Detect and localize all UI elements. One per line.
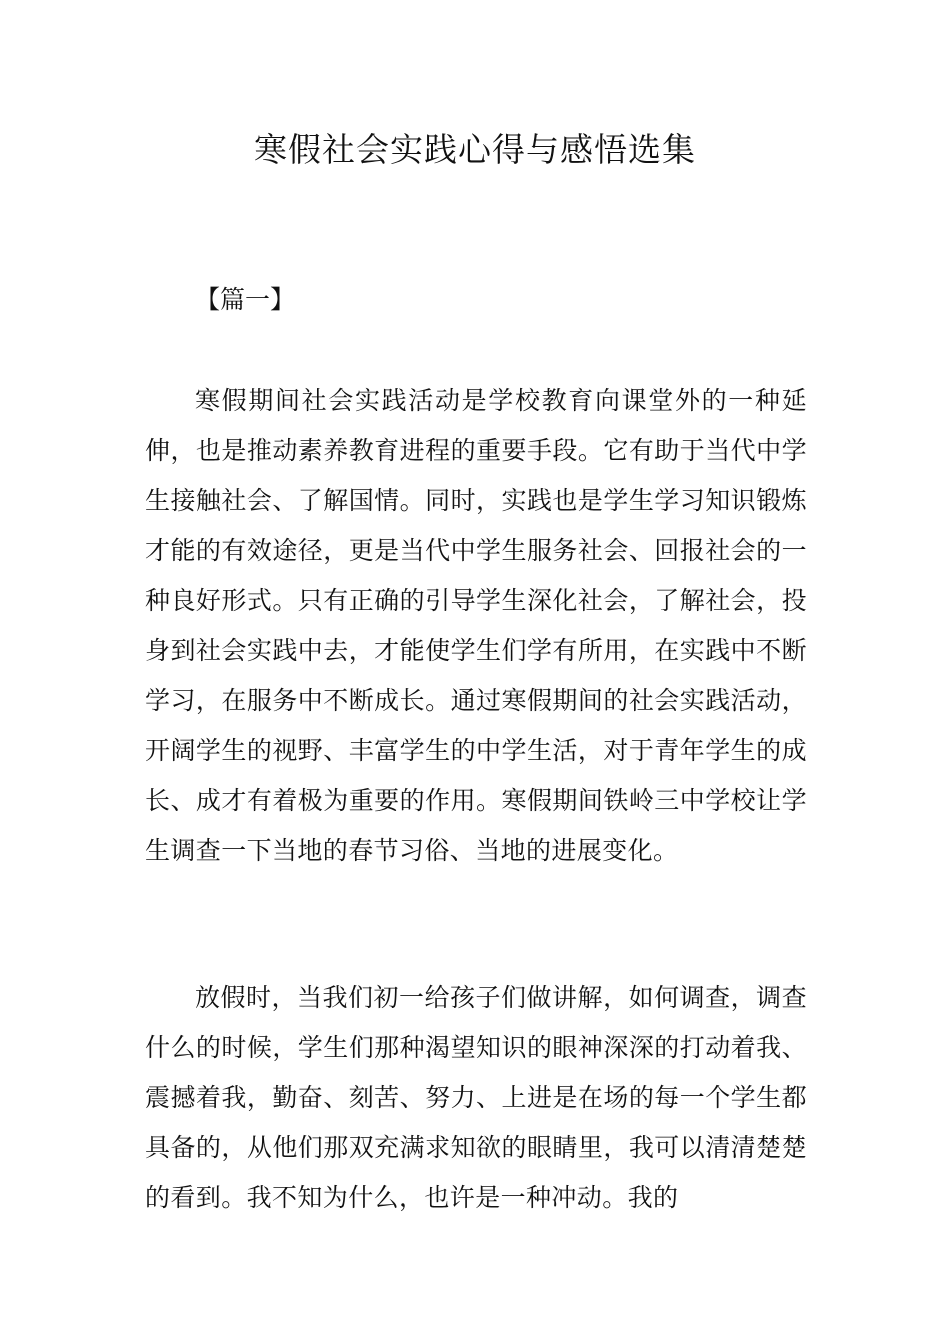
paragraph-1: 寒假期间社会实践活动是学校教育向课堂外的一种延伸，也是推动素养教育进程的重要手段。它有助于当代中学生接触社会、了解国情。同时，实践也是学生学习知识锻炼才能的有效途径，更是当代中学生服务社会、回报社会的一种良好形式。只有正确的引导学生深化社会，了解社会，投身到社会实践中去，才能使学生们学有所用，在实践中不断学习，在服务中不断成长。通过寒假期间的社会实践活动，开阔学生的视野、丰富学生的中学生活，对于青年学生的成长、成才有着极为重要的作用。寒假期间铁岭三中学校让学生调查一下当地的春节习俗、当地的进展变化。: [145, 386, 807, 865]
paragraph-2: 放假时，当我们初一给孩子们做讲解，如何调查，调查什么的时候，学生们那种渴望知识的眼神深深的打动着我、震撼着我，勤奋、刻苦、努力、上进是在场的每一个学生都具备的，从他们那双充满求知欲的眼睛里，我可以清清楚楚的看到。我不知为什么，也许是一种冲动。我的: [145, 983, 807, 1212]
section-heading: 【篇一】: [195, 285, 296, 314]
document-title: 寒假社会实践心得与感悟选集: [254, 130, 696, 169]
